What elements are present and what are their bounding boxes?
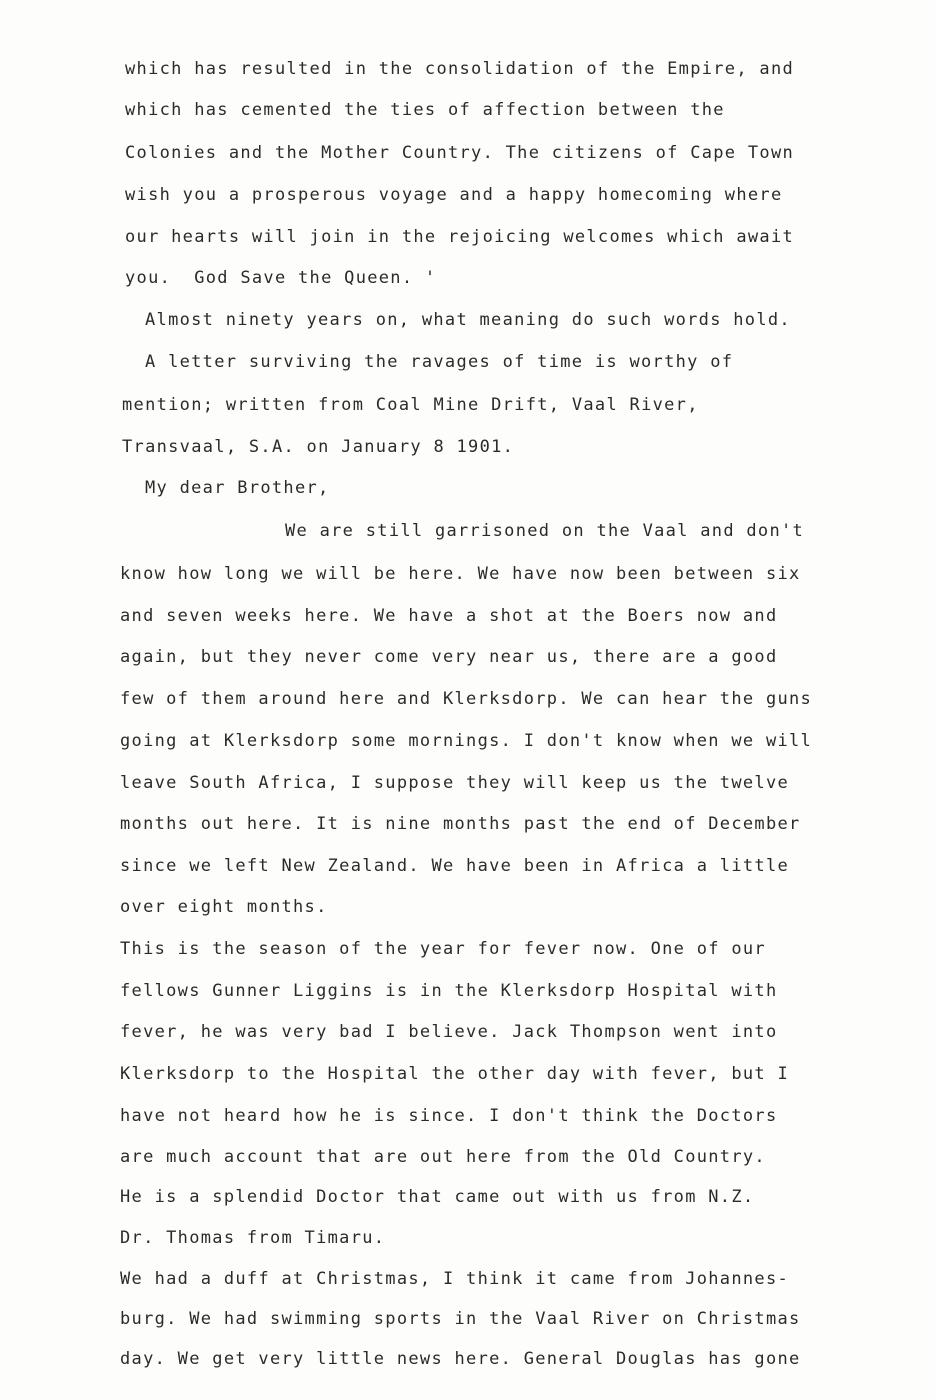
text-line: going at Klerksdorp some mornings. I don't know when we will [120, 731, 813, 751]
text-line: few of them around here and Klerksdorp. We can hear the guns [120, 689, 813, 709]
text-line: over eight months. [120, 897, 328, 917]
text-line: again, but they never come very near us, there are a good [120, 647, 778, 667]
text-line: are much account that are out here from the Old Country. [120, 1147, 766, 1167]
text-line: mention; written from Coal Mine Drift, Vaal River, [122, 395, 699, 415]
text-line: Colonies and the Mother Country. The citizens of Cape Town [125, 143, 795, 163]
text-line: wish you a prosperous voyage and a happy homecoming where [125, 185, 783, 205]
text-line: Klerksdorp to the Hospital the other day with fever, but I [120, 1064, 790, 1084]
text-line: This is the season of the year for fever now. One of our [120, 939, 766, 959]
text-line: which has resulted in the consolidation of the Empire, and [125, 59, 795, 79]
text-line: you. God Save the Queen. ' [125, 268, 437, 288]
text-line: and seven weeks here. We have a shot at the Boers now and [120, 606, 778, 626]
text-line: our hearts will join in the rejoicing welcomes which await [125, 227, 795, 247]
text-line: Transvaal, S.A. on January 8 1901. [122, 437, 515, 457]
text-line: leave South Africa, I suppose they will keep us the twelve [120, 773, 790, 793]
text-line: He is a splendid Doctor that came out with us from N.Z. [120, 1187, 755, 1207]
text-line: Dr. Thomas from Timaru. [120, 1228, 386, 1248]
text-line: fever, he was very bad I believe. Jack Thompson went into [120, 1022, 778, 1042]
text-line: since we left New Zealand. We have been in Africa a little [120, 856, 790, 876]
text-line: A letter surviving the ravages of time is worthy of [145, 352, 734, 372]
text-line: burg. We had swimming sports in the Vaal River on Christmas [120, 1309, 801, 1329]
text-line: We are still garrisoned on the Vaal and don't [285, 521, 805, 541]
text-line: know how long we will be here. We have now been between six [120, 564, 801, 584]
text-line: fellows Gunner Liggins is in the Klerksdorp Hospital with [120, 981, 778, 1001]
text-line: which has cemented the ties of affection between the [125, 100, 725, 120]
text-line: have not heard how he is since. I don't think the Doctors [120, 1106, 778, 1126]
text-line: Almost ninety years on, what meaning do such words hold. [145, 310, 791, 330]
salutation: My dear Brother, [145, 478, 330, 498]
text-line: We had a duff at Christmas, I think it came from Johannes- [120, 1269, 790, 1289]
text-line: day. We get very little news here. General Douglas has gone [120, 1349, 801, 1369]
text-line: months out here. It is nine months past the end of December [120, 814, 801, 834]
